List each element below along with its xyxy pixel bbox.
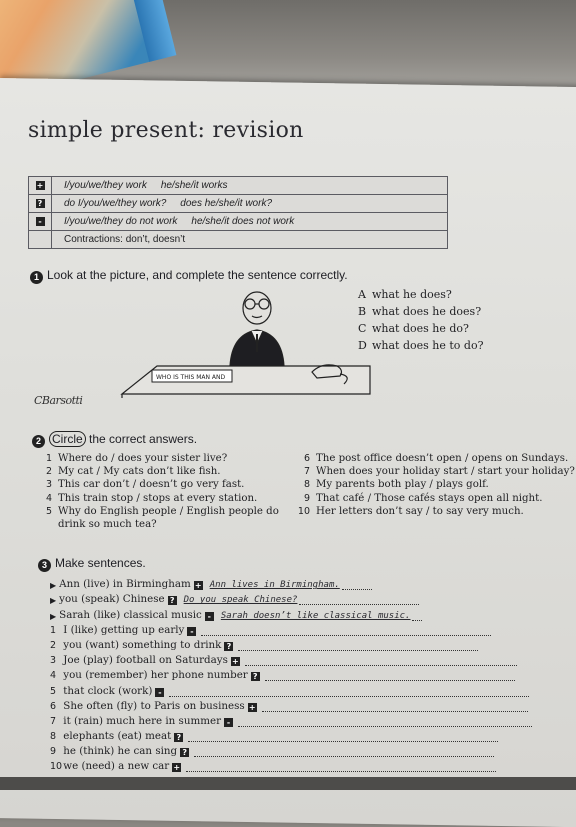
plus-icon: + xyxy=(248,702,256,712)
example-row: ▶ Ann (live) in Birmingham + Ann lives in Birmingham. xyxy=(50,575,532,590)
answer-line[interactable] xyxy=(186,760,496,772)
plus-icon: + xyxy=(194,581,202,591)
exercise-2-right-column xyxy=(294,452,575,518)
rule-row-negative xyxy=(29,213,447,231)
grammar-rules-table xyxy=(28,176,448,249)
rule-text: do I/you/we/they work? xyxy=(64,198,167,209)
exercise-item: 7 it (rain) much here in summer - xyxy=(50,712,532,727)
cartoon-illustration xyxy=(112,286,382,404)
answer-line[interactable] xyxy=(201,624,491,636)
question-icon: ? xyxy=(180,748,189,757)
exercise-item: 6 She often (fly) to Paris on business + xyxy=(50,697,532,712)
exercise-2-heading xyxy=(32,432,197,448)
rule-text: he/she/it works xyxy=(160,180,228,191)
list-item: 8 My parents both play / plays golf. xyxy=(303,479,489,491)
choice-c: C what does he do? xyxy=(358,322,469,335)
minus-icon: - xyxy=(205,612,214,621)
list-item: drink so much tea? xyxy=(58,519,157,531)
exercise-item: 3 Joe (play) football on Saturdays + xyxy=(50,651,532,666)
name-sign-text: WHO IS THIS MAN AND xyxy=(156,374,226,381)
exercise-3-heading xyxy=(38,556,146,572)
list-item: 2 My cat / My cats don’t like fish. xyxy=(45,466,221,478)
rule-row-question xyxy=(29,195,447,213)
answer-line[interactable] xyxy=(265,669,515,681)
choice-a: A what he does? xyxy=(358,288,452,301)
list-item: 3 This car don’t / doesn’t go very fast. xyxy=(45,479,245,491)
rule-text: does he/she/it work? xyxy=(180,198,272,209)
triangle-bullet-icon: ▶ xyxy=(50,581,57,591)
list-item: 4 This train stop / stops at every station. xyxy=(45,492,258,504)
question-icon: ? xyxy=(174,733,183,742)
man-figure xyxy=(230,292,284,366)
exercise-number-icon: 2 xyxy=(32,435,45,448)
minus-icon: - xyxy=(224,718,233,727)
artist-signature: CBarsotti xyxy=(34,394,83,407)
triangle-bullet-icon: ▶ xyxy=(50,596,57,606)
list-item: 5 Why do English people / English people do xyxy=(45,505,279,517)
choice-d: D what does he to do? xyxy=(358,339,484,352)
list-item: 7 When does your holiday start / start your holiday? xyxy=(303,466,575,478)
exercise-number-icon: 1 xyxy=(30,271,43,284)
minus-icon: - xyxy=(36,217,45,226)
plus-icon: + xyxy=(173,763,181,773)
answer-line[interactable] xyxy=(169,685,529,697)
plus-icon: + xyxy=(36,181,44,190)
rule-row-contractions xyxy=(29,231,447,248)
example-answer: Sarah doesn’t like classical music. xyxy=(220,610,411,621)
bottom-edge xyxy=(0,777,576,790)
page-title: simple present: revision xyxy=(28,118,304,143)
question-icon: ? xyxy=(168,596,177,605)
answer-line[interactable] xyxy=(262,700,528,712)
triangle-bullet-icon: ▶ xyxy=(50,611,57,621)
exercise-item: 10 we (need) a new car + xyxy=(50,757,532,772)
answer-line[interactable] xyxy=(238,639,478,651)
list-item: 9 That café / Those cafés stays open all night. xyxy=(303,492,543,504)
example-row: ▶ you (speak) Chinese ? Do you speak Chinese? xyxy=(50,590,532,605)
answer-line[interactable] xyxy=(238,715,532,727)
exercise-number-icon: 3 xyxy=(38,559,51,572)
list-item: 10 Her letters don’t say / to say very much. xyxy=(297,505,524,517)
exercise-item: 1 I (like) getting up early - xyxy=(50,621,532,636)
exercise-2-left-column xyxy=(36,452,279,531)
example-row: ▶ Sarah (like) classical music - Sarah doesn’t like classical music. xyxy=(50,605,532,620)
rule-text: I/you/we/they do not work xyxy=(64,216,178,227)
plus-icon: + xyxy=(232,657,239,667)
exercise-item: 2 you (want) something to drink ? xyxy=(50,636,532,651)
rule-text: he/she/it does not work xyxy=(191,216,295,227)
exercise-2-instruction: the correct answers. xyxy=(89,432,198,446)
answer-line[interactable] xyxy=(194,745,494,757)
choice-b: B what does he does? xyxy=(358,305,482,318)
question-icon: ? xyxy=(251,672,260,681)
list-item: 6 The post office doesn’t open / opens on Sundays. xyxy=(303,453,569,464)
answer-line[interactable] xyxy=(245,654,517,666)
minus-icon: - xyxy=(187,627,196,636)
exercise-item: 4 you (remember) her phone number ? xyxy=(50,666,532,681)
exercise-1-instruction: Look at the picture, and complete the sentence correctly. xyxy=(47,268,348,282)
example-answer: Ann lives in Birmingham. xyxy=(209,580,340,591)
question-icon: ? xyxy=(224,642,233,651)
exercise-item: 9 he (think) he can sing ? xyxy=(50,742,532,757)
exercise-3-list xyxy=(50,575,532,772)
rule-row-positive xyxy=(29,177,447,195)
example-answer: Do you speak Chinese? xyxy=(183,595,298,606)
list-item: 1 Where do / does your sister live? xyxy=(45,453,228,464)
exercise-3-instruction: Make sentences. xyxy=(55,556,146,570)
rule-text: I/you/we/they work xyxy=(64,180,147,191)
minus-icon: - xyxy=(155,688,164,697)
exercise-1-choices xyxy=(358,286,483,354)
exercise-1-heading xyxy=(30,268,348,284)
circle-word: Circle xyxy=(49,431,86,447)
exercise-item: 5 that clock (work) - xyxy=(50,681,532,696)
contractions-text: Contractions: don’t, doesn’t xyxy=(64,234,186,245)
question-icon: ? xyxy=(36,199,45,208)
answer-line[interactable] xyxy=(188,730,498,742)
exercise-item: 8 elephants (eat) meat ? xyxy=(50,727,532,742)
